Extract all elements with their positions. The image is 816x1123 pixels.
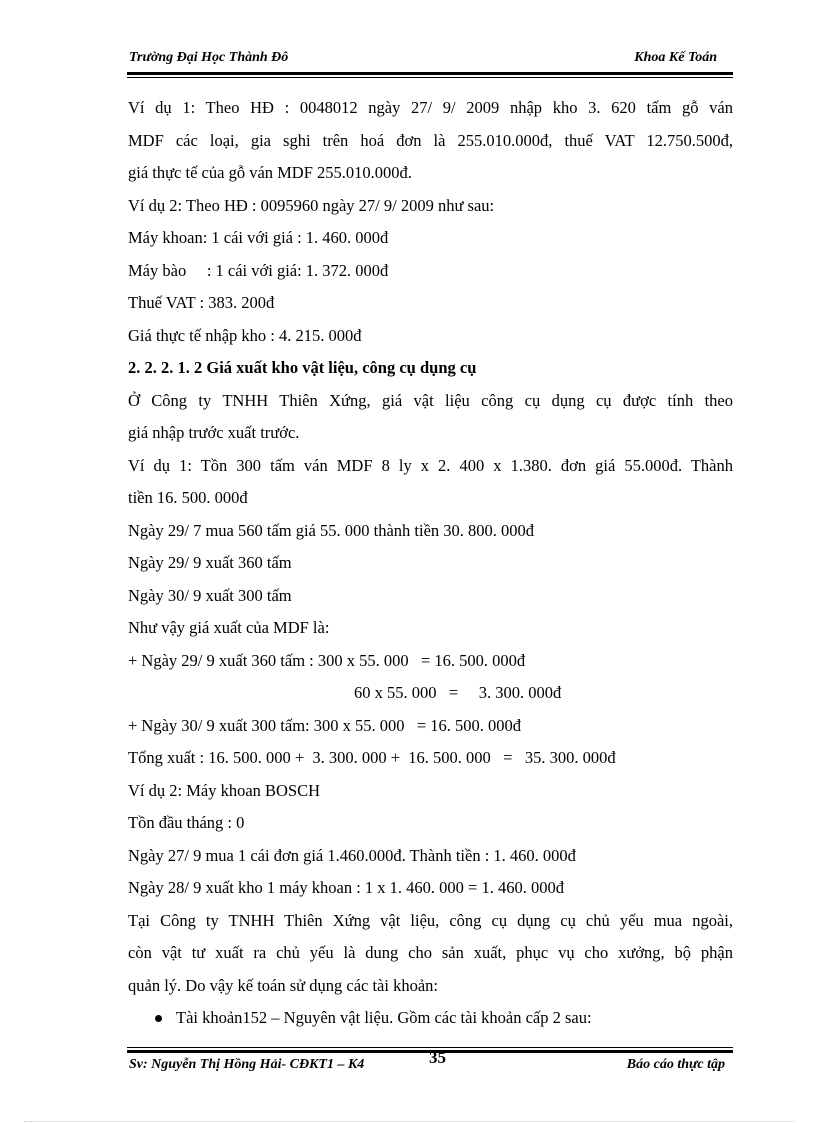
section-heading: 2. 2. 2. 1. 2 Giá xuất kho vật liệu, công cụ dụng cụ [128,358,477,377]
paragraph-line: Ví dụ 2: Theo HĐ : 0095960 ngày 27/ 9/ 2009 như sau: [128,195,495,215]
paragraph-line: Ngày 30/ 9 xuất 300 tấm [128,585,292,605]
paragraph-line: Máy khoan: 1 cái với giá : 1. 460. 000đ [128,228,389,247]
paragraph-line: Tại Công ty TNHH Thiên Xứng vật liệu, công cụ dụng cụ chủ yếu mua ngoài, [128,910,733,930]
paragraph-line: Máy bào : 1 cái với giá: 1. 372. 000đ [128,260,389,280]
paragraph-line: quản lý. Do vậy kế toán sử dụng các tài khoản: [128,975,438,995]
header-rule-thick [127,72,733,75]
header-faculty: Khoa Kế Toán [634,50,717,65]
page-footer [127,1048,733,1082]
paragraph-line: tiền 16. 500. 000đ [128,488,248,507]
footer-report: Báo cáo thực tập [626,1057,725,1072]
calculation-line: + Ngày 29/ 9 xuất 360 tấm : 300 x 55. 000 = 16. 500. 000đ [128,650,526,670]
paragraph-line: Ngày 28/ 9 xuất kho 1 máy khoan : 1 x 1. 460. 000 = 1. 460. 000đ [128,878,564,897]
paragraph-line: Ngày 29/ 7 mua 560 tấm giá 55. 000 thành tiền 30. 800. 000đ [128,520,535,540]
page-header [127,48,719,72]
bullet-text: Tài khoản152 – Nguyên vật liệu. Gồm các tài khoản cấp 2 sau: [176,1008,592,1027]
bullet-item [128,1002,733,1035]
paragraph-line: còn vật tư xuất ra chủ yếu là dung cho sản xuất, phục vụ cho xưởng, bộ phận [128,943,733,962]
paragraph-line: giá thực tế của gỗ ván MDF 255.010.000đ. [128,163,412,182]
footer-student: Sv: Nguyễn Thị Hồng Hải- CĐKT1 – K4 [129,1057,365,1072]
header-rule-thin [127,77,733,78]
paragraph-line: Ở Công ty TNHH Thiên Xứng, giá vật liệu công cụ dụng cụ được tính theo [128,390,733,410]
calculation-line: 60 x 55. 000 = 3. 300. 000đ [354,683,562,702]
page-number: 35 [429,1048,446,1067]
paragraph-line: Ngày 27/ 9 mua 1 cái đơn giá 1.460.000đ. Thành tiền : 1. 460. 000đ [128,845,576,865]
header-school: Trường Đại Học Thành Đô [129,50,289,65]
total-line: Tổng xuất : 16. 500. 000 + 3. 300. 000 + 16. 500. 000 = 35. 300. 000đ [128,748,616,767]
paragraph-line: Ví dụ 2: Máy khoan BOSCH [128,780,321,800]
paragraph-line: Ví dụ 1: Theo HĐ : 0048012 ngày 27/ 9/ 2009 nhập kho 3. 620 tấm gỗ ván [128,98,733,117]
paragraph-line: MDF các loại, gia sghi trên hoá đơn là 255.010.000đ, thuế VAT 12.750.500đ, [128,130,733,150]
paragraph-line: Ngày 29/ 9 xuất 360 tấm [128,553,292,572]
calculation-line: + Ngày 30/ 9 xuất 300 tấm: 300 x 55. 000 = 16. 500. 000đ [128,715,522,735]
paragraph-line: Giá thực tế nhập kho : 4. 215. 000đ [128,325,362,345]
document-body [128,92,733,1035]
paragraph-line: Như vậy giá xuất của MDF là: [128,618,330,637]
paragraph-line: Ví dụ 1: Tồn 300 tấm ván MDF 8 ly x 2. 400 x 1.380. đơn giá 55.000đ. Thành [128,455,733,475]
paragraph-line: Thuế VAT : 383. 200đ [128,293,275,312]
bullet-icon [155,1015,162,1022]
paragraph-line: Tồn đầu tháng : 0 [128,813,245,832]
paragraph-line: giá nhập trước xuất trước. [128,423,300,442]
bottom-dotted-line [24,1121,794,1122]
